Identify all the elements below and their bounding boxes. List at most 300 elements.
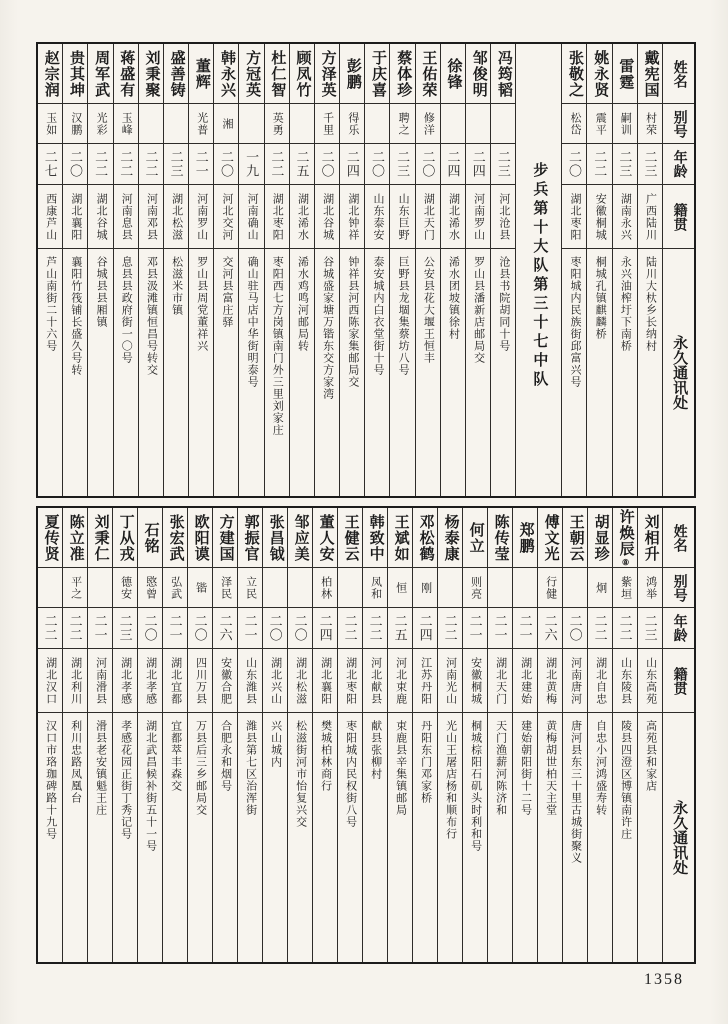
person-alias: 聘之 [390, 104, 414, 144]
person-address: 孝感花园正街丁秀记号 [119, 720, 132, 840]
person-name: 刘相升 [638, 508, 662, 568]
person-native-place: 四川万县 [188, 649, 212, 713]
person-name: 周军武 [88, 44, 112, 104]
person-column [87, 44, 112, 496]
person-native-place: 河南息县 [114, 185, 138, 249]
roster-table-bottom [36, 506, 696, 964]
person-column [212, 508, 237, 962]
header-alias-label: 别号 [663, 568, 694, 608]
person-address: 芦山南街二十六号 [44, 256, 57, 352]
person-alias [88, 568, 112, 608]
person-native-place: 河南滑县 [88, 649, 112, 713]
person-alias [139, 104, 163, 144]
person-alias [365, 104, 389, 144]
person-alias: 紫垣 [613, 568, 637, 608]
person-alias [38, 568, 62, 608]
person-name: 刘秉仁 [88, 508, 112, 568]
person-address: 沧县书院胡同十号 [497, 256, 510, 352]
person-address: 桐城孔镇麒麟桥 [594, 256, 607, 340]
person-column [637, 508, 662, 962]
person-alias: 震平 [587, 104, 611, 144]
person-column [38, 508, 62, 962]
person-age: 二〇 [365, 144, 389, 185]
person-native-place: 山东潍县 [238, 649, 262, 713]
person-native-place: 安徽桐城 [587, 185, 611, 249]
person-address: 束鹿县辛集镇邮局 [394, 720, 407, 816]
person-address: 光山王屠店杨和顺布行 [444, 720, 457, 840]
page-number: 1358 [644, 971, 684, 988]
person-name: 胡显珍 [588, 508, 612, 568]
person-native-place: 湖北谷城 [88, 185, 112, 249]
person-name: 韩致中 [363, 508, 387, 568]
person-name: 夏传贤 [38, 508, 62, 568]
person-native-place: 湖北自忠 [588, 649, 612, 713]
person-address: 唐河县东三十里古城街聚义 [569, 720, 582, 864]
person-alias: 立民 [238, 568, 262, 608]
roster-table-top [36, 42, 696, 498]
person-age: 一九 [239, 144, 263, 185]
person-age: 二二 [613, 608, 637, 649]
person-column [562, 508, 587, 962]
person-age: 二〇 [563, 608, 587, 649]
person-native-place: 湖北孝感 [113, 649, 137, 713]
person-alias: 玉峰 [114, 104, 138, 144]
person-age: 二二 [38, 608, 62, 649]
person-age: 二〇 [416, 144, 440, 185]
person-alias [164, 104, 188, 144]
person-column [465, 44, 490, 496]
person-address: 兴山城内 [269, 720, 282, 768]
person-column [612, 44, 637, 496]
person-address: 谷城盛家塘万锴东交方家湾 [321, 256, 334, 400]
person-address: 枣阳城内民权街八号 [344, 720, 357, 828]
person-address: 松滋街河市怡复兴交 [294, 720, 307, 828]
person-native-place: 湖北襄阳 [63, 185, 87, 249]
person-address: 公安县花大堰王恒丰 [422, 256, 435, 364]
person-column [289, 44, 314, 496]
person-address: 钟祥县河西陈家集邮局交 [346, 256, 359, 388]
person-native-place: 湖北枣阳 [265, 185, 289, 249]
person-native-place: 江苏丹阳 [413, 649, 437, 713]
person-alias: 得乐 [340, 104, 364, 144]
person-age: 二一 [463, 608, 487, 649]
person-native-place: 河南罗山 [466, 185, 490, 249]
person-alias: 松岱 [562, 104, 586, 144]
person-column [213, 44, 238, 496]
person-age: 二五 [290, 144, 314, 185]
person-alias: 炯 [588, 568, 612, 608]
person-address: 湖北武昌候补街五十一号 [144, 720, 157, 852]
person-alias [563, 568, 587, 608]
person-column [586, 44, 611, 496]
person-alias [438, 568, 462, 608]
person-age: 二〇 [63, 144, 87, 185]
person-age: 二二 [139, 144, 163, 185]
person-age: 二一 [163, 608, 187, 649]
person-alias [288, 568, 312, 608]
person-column [38, 44, 62, 496]
person-address: 永兴油榨圩下南桥 [619, 256, 632, 352]
person-column [415, 44, 440, 496]
person-address: 丹阳东门邓家桥 [419, 720, 432, 804]
person-name: 贵其坤 [63, 44, 87, 104]
person-name: 姚永贤 [587, 44, 611, 104]
person-column [412, 508, 437, 962]
person-native-place: 湖北浠水 [441, 185, 465, 249]
person-native-place: 山东巨野 [390, 185, 414, 249]
person-alias: 德安 [113, 568, 137, 608]
person-address: 巨野县龙堌集蔡坊八号 [397, 256, 410, 376]
person-native-place: 河北束鹿 [388, 649, 412, 713]
person-address: 桐城棕阳石矶头时利和号 [469, 720, 482, 852]
person-name: 赵宗润 [38, 44, 62, 104]
person-alias [263, 568, 287, 608]
person-age: 二五 [388, 608, 412, 649]
person-alias: 玉如 [38, 104, 62, 144]
person-native-place: 河南光山 [438, 649, 462, 713]
header-native-label: 籍贯 [663, 649, 694, 713]
person-address: 汉口市珞珈碑路十九号 [44, 720, 57, 840]
person-name: 杨泰康 [438, 508, 462, 568]
person-age: 二〇 [288, 608, 312, 649]
person-alias [513, 568, 537, 608]
person-column [138, 44, 163, 496]
person-column [237, 508, 262, 962]
person-age: 二二 [265, 144, 289, 185]
person-name: 王朝云 [563, 508, 587, 568]
person-alias: 嗣训 [613, 104, 637, 144]
person-age: 二四 [340, 144, 364, 185]
person-address: 潍县第七区治浑街 [244, 720, 257, 816]
person-age: 二四 [413, 608, 437, 649]
person-age: 二七 [38, 144, 62, 185]
person-address: 松滋米市镇 [170, 256, 183, 316]
header-address-label: 永久通讯处 [671, 335, 688, 410]
person-name: 戴宪国 [638, 44, 662, 104]
person-age: 二二 [587, 144, 611, 185]
person-age: 二〇 [138, 608, 162, 649]
person-native-place: 湖北汉口 [38, 649, 62, 713]
person-name: 傅文光 [538, 508, 562, 568]
person-name: 董辉 [189, 44, 213, 104]
person-native-place: 湖北天门 [416, 185, 440, 249]
person-age: 二三 [491, 144, 515, 185]
person-name: 刘秉聚 [139, 44, 163, 104]
person-address: 确山驻马店中华街明泰号 [246, 256, 259, 388]
person-name: 韩永兴 [214, 44, 238, 104]
person-name: 徐锋 [441, 44, 465, 104]
person-age: 二二 [363, 608, 387, 649]
person-native-place: 河南邓县 [139, 185, 163, 249]
person-age: 二二 [588, 608, 612, 649]
person-native-place: 河南罗山 [189, 185, 213, 249]
person-column [387, 508, 412, 962]
person-alias: 锴 [188, 568, 212, 608]
person-native-place: 西康芦山 [38, 185, 62, 249]
person-address: 息县县政府街一〇号 [120, 256, 133, 364]
person-native-place: 湖北枣阳 [562, 185, 586, 249]
person-address: 宜都萃丰森交 [169, 720, 182, 792]
person-native-place: 湖北天门 [488, 649, 512, 713]
person-name: 于庆喜 [365, 44, 389, 104]
person-native-place: 湖北襄阳 [313, 649, 337, 713]
person-address: 罗山县潘新店邮局交 [472, 256, 485, 364]
person-native-place: 湖北孝感 [138, 649, 162, 713]
person-name: 邓松鹤 [413, 508, 437, 568]
header-age-label: 年龄 [663, 144, 694, 185]
person-name: 张敬之 [562, 44, 586, 104]
person-age: 二四 [466, 144, 490, 185]
person-column [62, 508, 87, 962]
person-name: 方泽英 [315, 44, 339, 104]
person-address: 交河县富庄驿 [220, 256, 233, 328]
person-native-place: 湖北谷城 [315, 185, 339, 249]
person-column [437, 508, 462, 962]
person-name: 王健云 [338, 508, 362, 568]
person-name: 顾凤竹 [290, 44, 314, 104]
person-alias: 柏林 [313, 568, 337, 608]
person-native-place: 广西陆川 [638, 185, 662, 249]
header-column [662, 44, 694, 496]
person-column [163, 44, 188, 496]
person-age: 二一 [88, 608, 112, 649]
person-native-place: 河南唐河 [563, 649, 587, 713]
person-age: 二二 [438, 608, 462, 649]
person-column [490, 44, 515, 496]
header-column [662, 508, 694, 962]
person-native-place: 湖南永兴 [613, 185, 637, 249]
person-alias: 恒 [388, 568, 412, 608]
person-column [264, 44, 289, 496]
person-address: 浠水鸡鸣河邮局转 [296, 256, 309, 352]
person-alias: 鸿举 [638, 568, 662, 608]
header-name-label: 姓名 [663, 508, 694, 568]
person-column [512, 508, 537, 962]
person-age: 二〇 [188, 608, 212, 649]
person-native-place: 湖北兴山 [263, 649, 287, 713]
person-name: 蔡体珍 [390, 44, 414, 104]
person-native-place: 湖北建始 [513, 649, 537, 713]
person-native-place: 湖北浠水 [290, 185, 314, 249]
person-name: 杜仁智 [265, 44, 289, 104]
person-address: 樊城柏林商行 [319, 720, 332, 792]
person-name: 冯筠韬 [491, 44, 515, 104]
person-alias: 光彩 [88, 104, 112, 144]
person-name: 张宏武 [163, 508, 187, 568]
person-alias [338, 568, 362, 608]
person-alias [290, 104, 314, 144]
person-address: 邓县汲滩镇恒昌号转交 [145, 256, 158, 376]
person-age: 二二 [338, 608, 362, 649]
person-age: 二〇 [214, 144, 238, 185]
person-native-place: 湖北钟祥 [340, 185, 364, 249]
person-column [113, 44, 138, 496]
person-alias: 英勇 [265, 104, 289, 144]
person-name: 邹俊明 [466, 44, 490, 104]
person-native-place: 安徽桐城 [463, 649, 487, 713]
person-address: 陆川大杕乡长纳村 [644, 256, 657, 352]
person-age: 二二 [114, 144, 138, 185]
person-address: 枣阳西七方岗镇南门外三里刘家庄 [271, 256, 284, 436]
person-alias: 修洋 [416, 104, 440, 144]
person-column [262, 508, 287, 962]
person-name: 雷霆 [613, 44, 637, 104]
person-name: 欧阳谟 [188, 508, 212, 568]
unit-title-column [515, 44, 561, 496]
person-address: 高苑县和家店 [644, 720, 657, 792]
person-age: 二四 [441, 144, 465, 185]
person-age: 二〇 [263, 608, 287, 649]
unit-title: 步兵第十大队第三十七中队 [531, 162, 548, 390]
person-column [339, 44, 364, 496]
person-alias: 泽民 [213, 568, 237, 608]
header-native-label: 籍贯 [663, 185, 694, 249]
person-name: 陈立准 [63, 508, 87, 568]
person-name: 许焕辰 ⑧ [613, 508, 637, 568]
person-age: 二〇 [315, 144, 339, 185]
person-column [62, 44, 87, 496]
person-name: 郭振官 [238, 508, 262, 568]
person-native-place: 安徽合肥 [213, 649, 237, 713]
person-name: 郑鹏 [513, 508, 537, 568]
person-column [362, 508, 387, 962]
person-name: 方建国 [213, 508, 237, 568]
person-name: 石铭 [138, 508, 162, 568]
person-native-place: 湖北松滋 [288, 649, 312, 713]
person-alias: 汉鹏 [63, 104, 87, 144]
person-age: 二一 [513, 608, 537, 649]
person-age: 二一 [189, 144, 213, 185]
person-address: 黄梅胡世柏天主堂 [544, 720, 557, 816]
person-age: 二三 [390, 144, 414, 185]
person-address: 襄阳竹筏铺长盛久号转 [69, 256, 82, 376]
person-alias: 凤和 [363, 568, 387, 608]
person-column [587, 508, 612, 962]
person-native-place: 湖北利川 [63, 649, 87, 713]
person-name: 丁从戎 [113, 508, 137, 568]
person-age: 二三 [638, 608, 662, 649]
header-alias-label: 别号 [663, 104, 694, 144]
person-column [162, 508, 187, 962]
person-address: 献县张柳村 [369, 720, 382, 780]
person-column [440, 44, 465, 496]
person-address: 滑县老安镇魁王庄 [94, 720, 107, 816]
person-alias [466, 104, 490, 144]
person-name: 董人安 [313, 508, 337, 568]
person-alias: 平之 [63, 568, 87, 608]
person-alias [239, 104, 263, 144]
person-age: 二四 [313, 608, 337, 649]
person-address: 建始朝阳街十二号 [519, 720, 532, 816]
person-native-place: 山东高苑 [638, 649, 662, 713]
name-annotation-mark: ⑧ [621, 557, 631, 567]
person-column [612, 508, 637, 962]
person-alias: 湘 [214, 104, 238, 144]
person-column [364, 44, 389, 496]
person-column [462, 508, 487, 962]
person-native-place: 山东陵县 [613, 649, 637, 713]
person-alias: 刚 [413, 568, 437, 608]
header-name-label: 姓名 [663, 44, 694, 104]
person-native-place: 河北献县 [363, 649, 387, 713]
person-age: 二六 [538, 608, 562, 649]
person-column [314, 44, 339, 496]
person-column [561, 44, 586, 496]
person-age: 二〇 [562, 144, 586, 185]
person-column [389, 44, 414, 496]
person-address: 天门渔薪河陈济和 [494, 720, 507, 816]
person-age: 二二 [63, 608, 87, 649]
person-alias: 愍曾 [138, 568, 162, 608]
person-address: 合肥永和烟号 [219, 720, 232, 792]
person-name: 陈传莹 [488, 508, 512, 568]
person-alias [491, 104, 515, 144]
person-column [487, 508, 512, 962]
person-column [187, 508, 212, 962]
person-address: 谷城县县厢镇 [95, 256, 108, 328]
person-native-place: 河北沧县 [491, 185, 515, 249]
person-name: 蒋盛有 [114, 44, 138, 104]
person-address: 自忠小河鸿盛寿转 [594, 720, 607, 816]
person-alias: 行健 [538, 568, 562, 608]
person-column [637, 44, 662, 496]
person-age: 二一 [488, 608, 512, 649]
person-column [287, 508, 312, 962]
person-native-place: 河北交河 [214, 185, 238, 249]
person-alias: 千里 [315, 104, 339, 144]
person-name: 王斌如 [388, 508, 412, 568]
person-column [112, 508, 137, 962]
person-age: 二二 [88, 144, 112, 185]
person-age: 二三 [638, 144, 662, 185]
person-name: 方冠英 [239, 44, 263, 104]
person-address: 罗山县周党董祥兴 [195, 256, 208, 352]
person-alias: 则亮 [463, 568, 487, 608]
person-native-place: 湖北宜都 [163, 649, 187, 713]
person-address: 浠水团坡镇徐村 [447, 256, 460, 340]
person-column [188, 44, 213, 496]
person-column [337, 508, 362, 962]
person-age: 二三 [613, 144, 637, 185]
person-address: 泰安城内白衣堂街十号 [371, 256, 384, 376]
person-address: 枣阳城内民族街邱富兴号 [569, 256, 582, 388]
person-age: 二三 [164, 144, 188, 185]
person-native-place: 湖北松滋 [164, 185, 188, 249]
person-alias: 弘武 [163, 568, 187, 608]
person-native-place: 湖北黄梅 [538, 649, 562, 713]
person-column [312, 508, 337, 962]
person-native-place: 山东泰安 [365, 185, 389, 249]
person-alias [441, 104, 465, 144]
person-name: 王佑荣 [416, 44, 440, 104]
person-column [87, 508, 112, 962]
person-alias [488, 568, 512, 608]
header-address-label: 永久通讯处 [671, 800, 688, 875]
person-age: 二六 [213, 608, 237, 649]
person-name: 邹应美 [288, 508, 312, 568]
person-column [137, 508, 162, 962]
person-address: 陵县四澄区博镇南许庄 [619, 720, 632, 840]
person-address: 利川忠路凤凰台 [69, 720, 82, 804]
person-name: 何立 [463, 508, 487, 568]
person-column [537, 508, 562, 962]
person-name: 张昌钺 [263, 508, 287, 568]
person-age: 二三 [113, 608, 137, 649]
person-native-place: 河南确山 [239, 185, 263, 249]
person-name: 盛善铸 [164, 44, 188, 104]
person-alias: 村荣 [638, 104, 662, 144]
person-column [238, 44, 263, 496]
